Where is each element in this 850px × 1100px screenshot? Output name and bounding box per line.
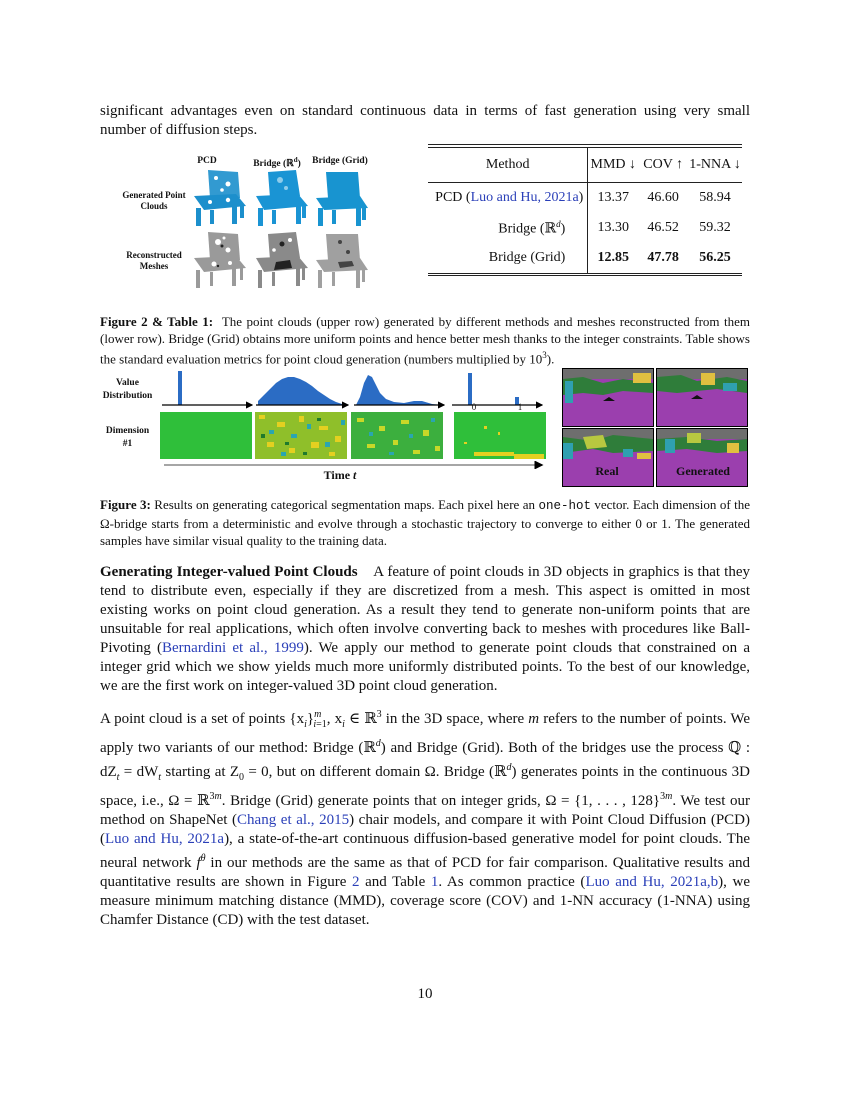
table-1 xyxy=(428,144,742,276)
table-row xyxy=(428,213,742,243)
dimension-panel-t2 xyxy=(351,412,443,459)
col-header-pcd: PCD xyxy=(197,156,217,166)
figure-3 xyxy=(100,365,750,490)
chair-pointcloud-pcd xyxy=(188,168,250,228)
seg-real-top xyxy=(562,368,654,427)
chair-pointcloud-bridge-grid xyxy=(310,168,372,228)
section-paragraph-2: A point cloud is a set of points $\{x_i\}^m_{i=1}$, $x_i$ ∈ ℝ$^3$ in the 3D space, where m refers to the number of points. We apply two variants of our method: Bridge (ℝ$^d$) and Bridge (Grid). Both of the bridges use the process ℚ : $dZ_t = dW_t$ starting at $Z_0 = 0$, but on different domain Ω. Bridge (ℝ$^d$) generates points in the continuous 3D space, i.e., Ω = ℝ$^{3m}$. Bridge (Grid) generate points that on integer grids, Ω = {1, . . . , 128}$^{3m}$. We test our method on ShapeNet (Chang et al., 2015) chair models, and compare it with Point Cloud Diffusion (PCD) (Luo and Hu, 2021a), a state-of-the-art continuous diffusion-based generative model for point clouds. The neural network $f^\theta$ in our methods are the same as that of PCD for fair comparison. Qualitative results and quantitative results are shown in Figure 2 and Table 1. As common practice (Luo and Hu, 2021a,b), we measure minimum matching distance (MMD), coverage score (COV) and 1-NN accuracy (1-NNA) using Chamfer Distance (CD) with the test dataset. xyxy=(100,709,751,928)
cell-method: PCD (Luo and Hu, 2021a) xyxy=(428,183,588,214)
th-cov: COV ↑ xyxy=(643,157,684,172)
label-dimension: Dimension #1 xyxy=(105,426,150,449)
cell-method: Bridge (Grid) xyxy=(428,243,588,273)
table-row xyxy=(428,183,742,214)
chair-pointcloud-bridge-rd xyxy=(250,168,312,228)
tick-0: 0 xyxy=(471,402,477,412)
tick-1: 1 xyxy=(517,402,523,412)
seg-generated-bottom xyxy=(656,428,748,487)
table-row xyxy=(428,243,742,273)
table-header-row xyxy=(428,148,742,183)
dimension-panel-t3 xyxy=(454,412,546,459)
chair-mesh-bridge-rd xyxy=(250,230,312,290)
metrics-table xyxy=(428,148,742,273)
th-mmd: MMD ↓ xyxy=(590,157,637,172)
cell-nna: 56.25 xyxy=(699,250,731,265)
dimension-panel-t1 xyxy=(255,412,347,459)
section-heading: Generating Integer-valued Point Clouds xyxy=(100,564,358,580)
value-distribution-histograms xyxy=(160,367,550,413)
label-real: Real xyxy=(595,464,619,478)
col-header-bridge-rd: Bridge (ℝ$^d$) xyxy=(253,156,301,170)
cell-cov: 46.60 xyxy=(638,183,688,214)
dimension-panel-t0 xyxy=(160,412,252,459)
row-label-generated: Generated Point Clouds xyxy=(122,190,186,211)
section-paragraph-1: Generating Integer-valued Point Clouds A feature of point clouds in 3D objects in graphics is that they tend to distribute even, especially if they are discretized from a mesh. This aspect is omitted in most existing works on point cloud generation. As a result they tend to generate non-uniform points that are unsuitable for real applications, which often involve converting back to meshes with procedures like Ball-Pivoting (Bernardini et al., 1999). We apply our method to generate point clouds that constrained on a integer grid which we show yields much more uniformly distributed points. To the best of our knowledge, we are the first work on integer-valued 3D point cloud generation. xyxy=(100,564,751,694)
cell-mmd: 13.37 xyxy=(588,183,638,214)
cell-mmd: 12.85 xyxy=(597,250,630,265)
cell-cov: 47.78 xyxy=(647,250,679,265)
cell-nna: 58.94 xyxy=(688,183,742,214)
intro-paragraph: significant advantages even on standard continuous data in terms of fast generation using very small number of diffusion steps. xyxy=(100,103,750,138)
seg-generated-top xyxy=(656,368,748,427)
cell-mmd: 13.30 xyxy=(597,220,630,235)
label-value-distribution: Value Distribution xyxy=(102,378,153,401)
table-bottom-rule xyxy=(428,273,742,276)
figure-2-caption: Figure 2 & Table 1: The point clouds (upper row) generated by different methods and meshes reconstructed from them (lower row). Bridge (Grid) obtains more uniform points and hence better mesh thanks to the integer constraints. Table shows the standard evaluation metrics for point cloud generation (numbers multiplied by $10^3$). xyxy=(100,314,751,367)
label-time: Time t xyxy=(323,468,357,482)
seg-real-bottom xyxy=(562,428,654,487)
label-generated: Generated xyxy=(676,464,730,478)
chair-mesh-bridge-grid xyxy=(310,230,372,290)
th-nna: 1-NNA ↓ xyxy=(689,157,741,172)
chair-mesh-pcd xyxy=(188,230,250,290)
figure-2 xyxy=(100,150,400,290)
cell-cov: 46.52 xyxy=(647,220,679,235)
figure-3-caption: Figure 3: Results on generating categorical segmentation maps. Each pixel here an one-hot vector. Each dimension of the Ω-bridge starts from a deterministic and evolve through a stochastic trajectory to converge to either 0 or 1. The generated samples have similar visual quality to the training data. xyxy=(100,497,751,548)
row-label-reconstructed: Reconstructed Meshes xyxy=(126,250,182,271)
cell-method: Bridge (ℝ$^d$) xyxy=(428,213,588,243)
col-header-bridge-grid: Bridge (Grid) xyxy=(312,156,368,166)
cell-nna: 59.32 xyxy=(699,220,731,235)
page-number: 10 xyxy=(417,986,433,1002)
th-method: Method xyxy=(428,148,588,183)
